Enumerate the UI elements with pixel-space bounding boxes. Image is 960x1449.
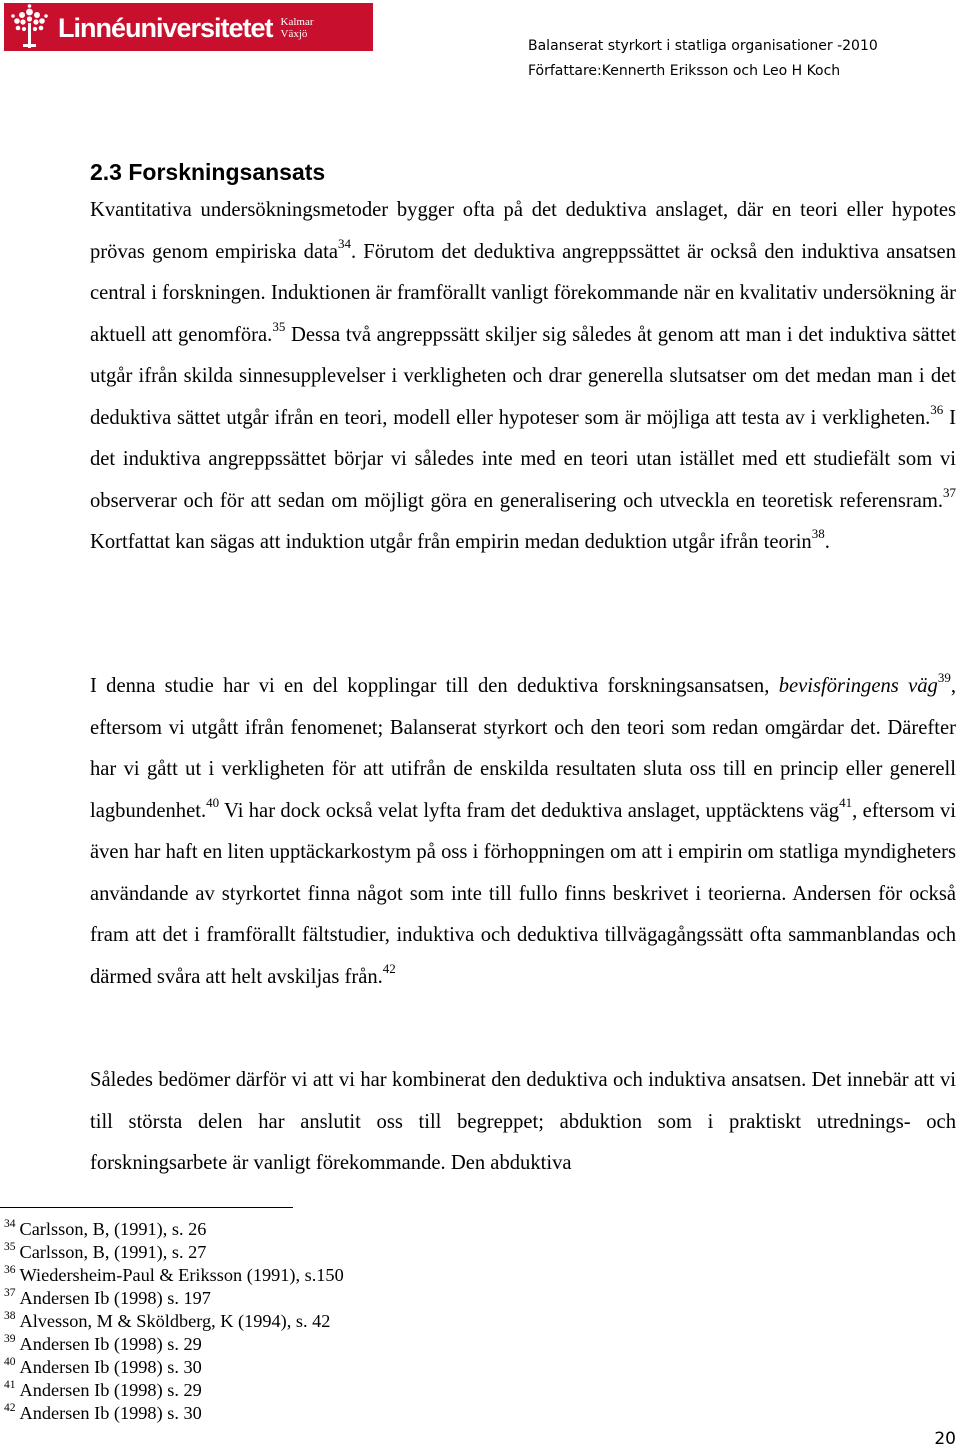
- body-paragraph: [90, 666, 956, 998]
- italic-term: bevisföringens väg: [778, 675, 938, 697]
- footnote: [4, 1356, 344, 1379]
- footnote: [4, 1402, 344, 1425]
- text-run: Således bedömer därför vi att vi har kombinerat den deduktiva och induktiva ansatsen. Det innebär att vi till största delen har anslutit oss till begreppet; abduktion som i praktiskt utrednings- och forskningsarbete är vanligt förekommande. Den abduktiva: [90, 1069, 956, 1174]
- footnote-text: Alvesson, M & Sköldberg, K (1994), s. 42: [19, 1311, 331, 1331]
- footnote-text: Andersen Ib (1998) s. 30: [19, 1403, 202, 1423]
- page-number: 20: [934, 1429, 956, 1449]
- logo-city-kalmar: Kalmar: [280, 15, 314, 28]
- text-run: , eftersom vi även har haft en liten upptäckarkostym på oss i förhoppningen om att i empirin om statliga myndigheters användande av styrkortet finna något som inte till fullo finns beskrivet i teorierna. Andersen för också fram att det i framförallt fältstudier, induktiva och deduktiva tillvägagångssätt ofta sammanblandas och därmed svåra att helt avskiljas från.: [90, 799, 957, 988]
- footnote: [4, 1333, 344, 1356]
- footnote-separator: [0, 1207, 293, 1208]
- footnote-text: Andersen Ib (1998) s. 30: [19, 1357, 202, 1377]
- footnote-ref: 41: [839, 794, 853, 810]
- section-heading: 2.3 Forskningsansats: [90, 159, 326, 185]
- text-run: , eftersom vi utgått ifrån fenomenet; Balanserat styrkort och den teori som redan omgärdar det. Därefter har vi gått ut i verkligheten för att utifrån de enskilda resultaten sluta oss till en princip eller generell lagbundenhet.: [90, 675, 956, 822]
- footnote-text: Carlsson, B, (1991), s. 27: [19, 1242, 207, 1262]
- footnote: [4, 1218, 344, 1241]
- footnote-ref: 38: [811, 526, 825, 542]
- text-run: Dessa två angreppssätt skiljer sig således åt genom att man i det induktiva sättet utgår ifrån skilda sinnesupplevelser i verkligheten och drar generella slutsatser om det medan man i det deduktiva sättet utgår ifrån en teori, modell eller hypoteser som är möjliga att testa av i verkligheten.: [90, 323, 956, 429]
- text-run: Vi har dock också velat lyfta fram det deduktiva anslaget, upptäcktens väg: [219, 799, 840, 822]
- footnote-number: 35: [4, 1240, 16, 1253]
- footnote: [4, 1287, 344, 1310]
- running-header-authors: Författare:Kennerth Eriksson och Leo H Koch: [528, 63, 841, 79]
- text-run: I det induktiva angreppssättet börjar vi således inte med en teori utan istället med ett studiefält som vi observerar och för att sedan om möjligt göra en generalisering och utveckla en teoretisk referensram.: [90, 406, 956, 512]
- footnote-text: Wiedersheim-Paul & Eriksson (1991), s.150: [19, 1265, 344, 1285]
- footnote-text: Andersen Ib (1998) s. 29: [19, 1334, 202, 1354]
- logo-city-vaxjo: Växjö: [280, 27, 308, 40]
- text-run: . Förutom det deduktiva angreppssättet är också den induktiva ansatsen central i forskningen. Induktionen är framförallt vanligt förekommande när en kvalitativ undersökning är aktuell att genomföra.: [90, 240, 956, 346]
- footnote-number: 42: [4, 1401, 16, 1414]
- running-header-title: Balanserat styrkort i statliga organisationer -2010: [528, 38, 878, 54]
- body-paragraph: [90, 190, 956, 564]
- text-run: Kortfattat kan sägas att induktion utgår från empirin medan deduktion utgår ifrån teorin: [90, 531, 812, 553]
- footnote-ref: 34: [337, 235, 351, 251]
- footnote: [4, 1379, 344, 1402]
- logo-cities: [281, 16, 314, 40]
- footnote: [4, 1241, 344, 1264]
- footnote-number: 38: [4, 1309, 16, 1322]
- footnote-text: Carlsson, B, (1991), s. 26: [19, 1219, 207, 1239]
- footnote-ref: 40: [206, 794, 220, 810]
- footnote-ref: 36: [930, 401, 944, 417]
- footnote-number: 36: [4, 1263, 16, 1276]
- footnote-number: 41: [4, 1378, 16, 1391]
- tree-logo-icon: [4, 3, 58, 51]
- logo-wordmark: Linnéuniversitetet: [58, 12, 273, 43]
- footnote-list: [4, 1218, 344, 1425]
- footnote-number: 40: [4, 1355, 16, 1368]
- footnote-text: Andersen Ib (1998) s. 197: [19, 1288, 211, 1308]
- text-run: .: [824, 531, 830, 553]
- footnote-ref: 35: [272, 318, 286, 334]
- footnote: [4, 1310, 344, 1333]
- footnote-ref: 42: [382, 960, 396, 976]
- text-run: Kvantitativa undersökningsmetoder bygger ofta på det deduktiva anslaget, där en teori eller hypotes prövas genom empiriska data: [90, 199, 956, 263]
- body-paragraph: [90, 1060, 956, 1185]
- footnote-ref: 37: [943, 484, 956, 500]
- text-run: I denna studie har vi en del kopplingar till den deduktiva forskningsansatsen,: [90, 675, 779, 697]
- footnote-text: Andersen Ib (1998) s. 29: [19, 1380, 202, 1400]
- footnote-number: 34: [4, 1217, 16, 1230]
- footnote-ref: 39: [937, 670, 951, 686]
- footnote-number: 37: [4, 1286, 16, 1299]
- university-logo: [4, 3, 373, 51]
- footnote: [4, 1264, 344, 1287]
- footnote-number: 39: [4, 1332, 16, 1345]
